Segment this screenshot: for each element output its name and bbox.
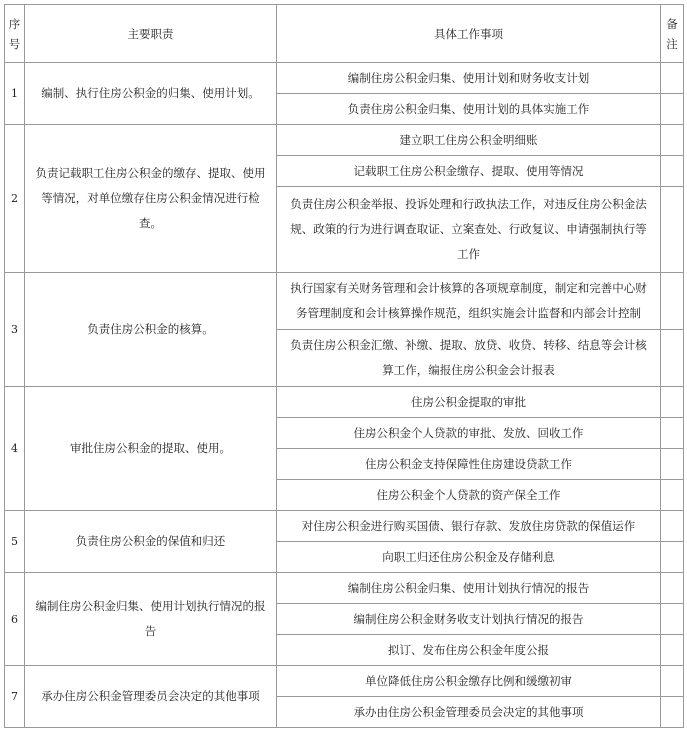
header-remarks: 备 注	[661, 5, 684, 63]
duty-cell: 编制住房公积金归集、使用计划执行情况的报告	[25, 573, 277, 666]
header-row	[5, 5, 684, 63]
table-row	[5, 511, 684, 542]
task-cell: 负责住房公积金归集、使用计划的具体实施工作	[277, 94, 661, 125]
table-row	[5, 387, 684, 418]
duty-cell: 编制、执行住房公积金的归集、使用计划。	[25, 63, 277, 125]
row-number: 1	[5, 63, 25, 125]
duty-cell: 负责住房公积金的保值和归还	[25, 511, 277, 573]
row-number: 5	[5, 511, 25, 573]
remark-cell	[661, 187, 684, 273]
remark-cell	[661, 387, 684, 418]
task-cell: 编制住房公积金归集、使用计划执行情况的报告	[277, 573, 661, 604]
remark-cell	[661, 697, 684, 728]
table-row	[5, 273, 684, 330]
table-row	[5, 666, 684, 697]
remark-cell	[661, 94, 684, 125]
table-row	[5, 125, 684, 156]
remark-cell	[661, 573, 684, 604]
duty-cell: 审批住房公积金的提取、使用。	[25, 387, 277, 511]
task-cell: 拟订、发布住房公积金年度公报	[277, 635, 661, 666]
remark-cell	[661, 666, 684, 697]
remark-cell	[661, 418, 684, 449]
remark-cell	[661, 449, 684, 480]
duty-cell: 负责住房公积金的核算。	[25, 273, 277, 387]
remark-cell	[661, 273, 684, 330]
remark-cell	[661, 330, 684, 387]
row-number: 3	[5, 273, 25, 387]
remark-cell	[661, 63, 684, 94]
task-cell: 编制住房公积金归集、使用计划和财务收支计划	[277, 63, 661, 94]
task-cell: 建立职工住房公积金明细账	[277, 125, 661, 156]
task-cell: 执行国家有关财务管理和会计核算的各项规章制度，制定和完善中心财务管理制度和会计核算操作规范，组织实施会计监督和内部会计控制	[277, 273, 661, 330]
task-cell: 单位降低住房公积金缴存比例和缓缴初审	[277, 666, 661, 697]
table-row	[5, 63, 684, 94]
remark-cell	[661, 604, 684, 635]
task-cell: 负责住房公积金汇缴、补缴、提取、放贷、收贷、转移、结息等会计核算工作，编报住房公积金会计报表	[277, 330, 661, 387]
header-no: 序 号	[5, 5, 25, 63]
task-cell: 住房公积金支持保障性住房建设贷款工作	[277, 449, 661, 480]
row-number: 7	[5, 666, 25, 728]
task-cell: 记载职工住房公积金缴存、提取、使用等情况	[277, 156, 661, 187]
remark-cell	[661, 511, 684, 542]
remark-cell	[661, 635, 684, 666]
remark-cell	[661, 542, 684, 573]
row-number: 2	[5, 125, 25, 273]
row-number: 4	[5, 387, 25, 511]
header-duty: 主要职责	[25, 5, 277, 63]
task-cell: 承办由住房公积金管理委员会决定的其他事项	[277, 697, 661, 728]
task-cell: 住房公积金个人贷款的审批、发放、回收工作	[277, 418, 661, 449]
task-cell: 对住房公积金进行购买国债、银行存款、发放住房贷款的保值运作	[277, 511, 661, 542]
task-cell: 向职工归还住房公积金及存储利息	[277, 542, 661, 573]
remark-cell	[661, 156, 684, 187]
header-tasks: 具体工作事项	[277, 5, 661, 63]
duty-cell: 承办住房公积金管理委员会决定的其他事项	[25, 666, 277, 728]
remark-cell	[661, 480, 684, 511]
duty-cell: 负责记载职工住房公积金的缴存、提取、使用等情况，对单位缴存住房公积金情况进行检查。	[25, 125, 277, 273]
duty-table	[4, 4, 684, 728]
task-cell: 住房公积金提取的审批	[277, 387, 661, 418]
row-number: 6	[5, 573, 25, 666]
task-cell: 编制住房公积金财务收支计划执行情况的报告	[277, 604, 661, 635]
remark-cell	[661, 125, 684, 156]
task-cell: 负责住房公积金举报、投诉处理和行政执法工作，对违反住房公积金法规、政策的行为进行调查取证、立案查处、行政复议、申请强制执行等工作	[277, 187, 661, 273]
table-row	[5, 573, 684, 604]
task-cell: 住房公积金个人贷款的资产保全工作	[277, 480, 661, 511]
